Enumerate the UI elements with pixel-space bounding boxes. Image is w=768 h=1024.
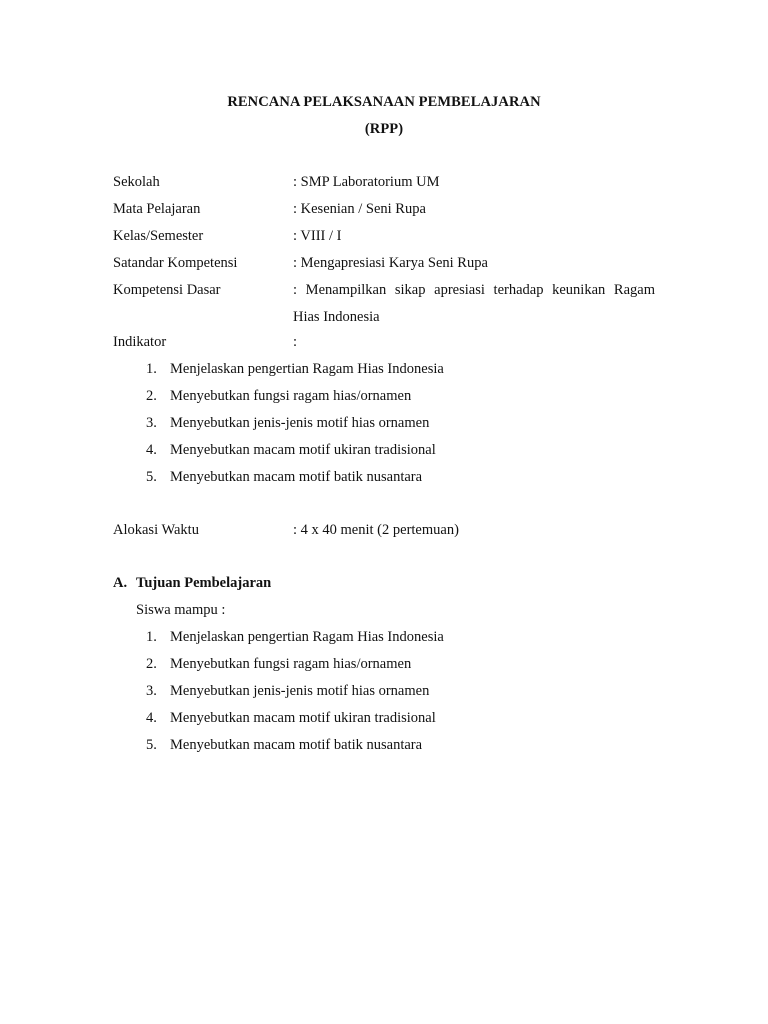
objective-item [0, 629, 768, 649]
subject-value: : Kesenian / Seni Rupa [293, 201, 426, 217]
identity-row-school [113, 174, 658, 194]
objective-item-number: 1. [146, 629, 157, 645]
indicator-item [0, 442, 768, 462]
indicator-item-text: Menyebutkan macam motif ukiran tradisional [170, 442, 436, 458]
indicator-item-text: Menyebutkan macam motif batik nusantara [170, 469, 423, 485]
identity-row-basic-competence [113, 282, 658, 302]
indicator-item-text: Menjelaskan pengertian Ragam Hias Indonesia [170, 361, 444, 377]
time-allocation-value: : 4 x 40 menit (2 pertemuan) [293, 522, 459, 538]
basic-competence-label: Kompetensi Dasar [113, 282, 221, 298]
objective-item [0, 710, 768, 730]
indicator-item [0, 388, 768, 408]
basic-competence-value-continued: Hias Indonesia [293, 309, 380, 325]
indicator-item [0, 415, 768, 435]
school-label: Sekolah [113, 174, 160, 190]
identity-row-class-semester [113, 228, 658, 248]
indicator-colon: : [293, 334, 298, 350]
school-value: : SMP Laboratorium UM [293, 174, 440, 190]
indicator-item-number: 2. [146, 388, 157, 404]
identity-row-subject [113, 201, 658, 221]
standard-competence-label: Satandar Kompetensi [113, 255, 238, 271]
section-a-intro: Siswa mampu : [136, 602, 226, 618]
subject-label: Mata Pelajaran [113, 201, 201, 217]
objective-item [0, 683, 768, 703]
indicator-item [0, 361, 768, 381]
objective-item [0, 737, 768, 757]
objective-item-text: Menyebutkan macam motif batik nusantara [170, 737, 423, 753]
indicator-label: Indikator [113, 334, 167, 350]
standard-competence-value: : Mengapresiasi Karya Seni Rupa [293, 255, 488, 271]
objective-item-text: Menyebutkan jenis-jenis motif hias ornamen [170, 683, 430, 699]
indicator-item-number: 1. [146, 361, 157, 377]
indicator-item-number: 3. [146, 415, 157, 431]
objective-item [0, 656, 768, 676]
document-title: RENCANA PELAKSANAAN PEMBELAJARAN [227, 94, 541, 110]
indicator-item-text: Menyebutkan fungsi ragam hias/ornamen [170, 388, 412, 404]
objective-item-number: 4. [146, 710, 157, 726]
identity-row-indicator [113, 334, 658, 354]
indicator-item [0, 469, 768, 489]
class-semester-value: : VIII / I [293, 228, 342, 244]
identity-row-standard-competence [113, 255, 658, 275]
objective-item-text: Menyebutkan macam motif ukiran tradisional [170, 710, 436, 726]
class-semester-label: Kelas/Semester [113, 228, 204, 244]
indicator-item-number: 5. [146, 469, 157, 485]
objective-item-text: Menyebutkan fungsi ragam hias/ornamen [170, 656, 412, 672]
indicator-item-number: 4. [146, 442, 157, 458]
objective-item-number: 5. [146, 737, 157, 753]
section-a-title: Tujuan Pembelajaran [136, 575, 272, 591]
indicator-item-text: Menyebutkan jenis-jenis motif hias ornamen [170, 415, 430, 431]
basic-competence-value: : Menampilkan sikap apresiasi terhadap keunikan Ragam [293, 282, 655, 298]
time-allocation-label: Alokasi Waktu [113, 522, 199, 538]
time-allocation-row [113, 522, 658, 542]
section-a-letter: A. [113, 575, 128, 591]
objective-item-number: 3. [146, 683, 157, 699]
objective-item-text: Menjelaskan pengertian Ragam Hias Indonesia [170, 629, 444, 645]
document-subtitle: (RPP) [364, 121, 404, 137]
objective-item-number: 2. [146, 656, 157, 672]
